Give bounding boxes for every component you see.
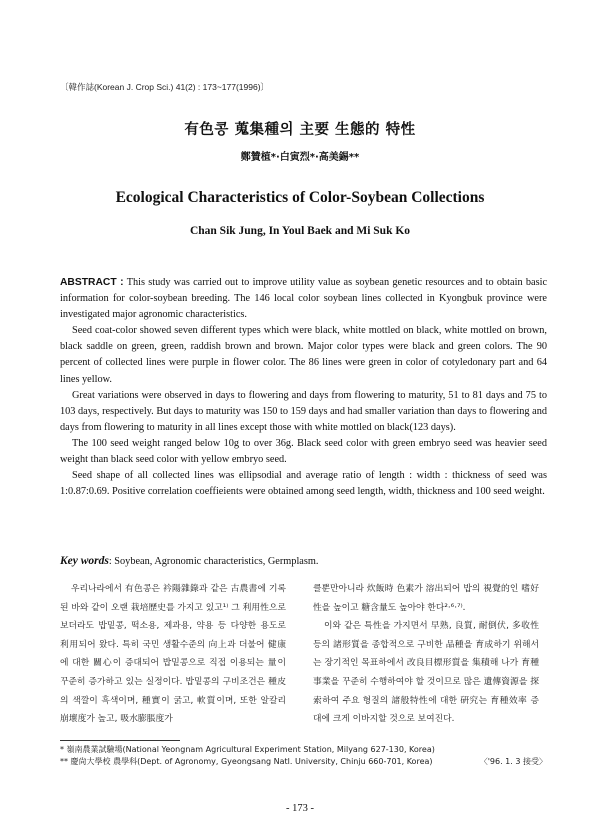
english-title: Ecological Characteristics of Color-Soybean Collections [115,189,485,206]
body-paragraph: 클뿐만아니라 炊飯時 色素가 溶出되어 밥의 視覺的인 嗜好性을 높이고 糖含量도 높아야 한다²·⁶·⁷⁾. [313,584,539,613]
keywords [60,555,547,567]
abstract-paragraph: Great variations were observed in days to flowering and days from flowering to maturity, 51 to 81 days and 75 to 103 days, respectively. But days to maturity was 150 to 159 days and had smaller variation than days to flowering and days from flowering to maturity in all lines except those with white mottled on black(123 days). [60,389,547,433]
abstract-paragraph: Seed shape of all collected lines was ellipsodial and average ratio of length : width : thickness of seed was 1:0.87:0.69. Positive correlation coeffieients were obtained among seed length, width, thickness and 100 seed weight. [60,470,547,498]
body-column-left [60,580,286,729]
body-paragraph: 이와 같은 특性을 가지면서 早熟, 良質, 耐倒伏, 多收性 등의 諸形質을 종합적으로 구비한 品種을 育成하기 위해서는 장기적인 목표하에서 改良目標形質을 集積해 나가 育種事業을 꾸준히 수행하여야 할 것이므로 많은 遺傳資源을 探索하여 주요 형질의 諸般特性에 대한 硏究는 育種效率 증대에 크게 이바지할 것으로 보여진다. [313,621,539,725]
received-date: 〈'96. 1. 3 接受〉 [479,757,547,766]
korean-title: 有色콩 蒐集種의 主要 生態的 特性 [184,122,416,138]
abstract-paragraph: ABSTRACT : This study was carried out to improve utility value as soybean genetic resources and to obtain basic information for color-soybean breeding. The 146 local color soybean lines collected in Kyongbuk province were investigated major agronomic characteristics. [60,277,548,321]
english-authors: Chan Sik Jung, In Youl Baek and Mi Suk Ko [189,225,411,237]
body-column-right [313,580,539,729]
abstract-paragraph: The 100 seed weight ranged below 10g to over 36g. Black seed color with green embryo seed was heavier seed weight than black seed color with yellow embryo seed. [60,437,547,466]
page-number: - 173 - [286,803,314,814]
footnote-divider [60,740,180,741]
abstract-label: ABSTRACT : [60,277,124,288]
korean-authors: 鄭贊植*·白寅烈*·高美錫** [240,152,360,163]
journal-citation: 〔韓作誌(Korean J. Crop Sci.) 41(2) : 173~177(1996)〕 [60,82,270,92]
footnote-affiliation-1: * 嶺南農業試驗場(National Yeongnam Agricultural Experiment Station, Milyang 627-130, Korea) [60,745,435,754]
keywords-text: : Soybean, Agronomic characteristics, Germplasm. [108,556,319,567]
abstract [60,275,547,500]
body-paragraph: 우리나라에서 有色콩은 衿陽雜錄과 같은 古農書에 기록된 바와 같이 오랜 栽培歷史를 가지고 있고¹⁾ 그 利用性으로 보더라도 밥밑콩, 떡소용, 제과용, 약용 등 다양한 용도로 利用되어 왔다. 특히 국민 생활수준의 向上과 더불어 健康에 대한 關心이 증대되어 밥밑콩으로 직접 이용되는 量이 꾸준히 증가하고 있는 실정이다. 밥밑콩의 구비조건은 種皮의 색깔이 흑색이며, 種實이 굵고, 軟質이며, 또한 알칼리 崩壞度가 높고, 吸水膨脹度가 [60,584,286,725]
footnote-affiliation-2: ** 慶尙大學校 農學科(Dept. of Agronomy, Gyeongsang Natl. University, Chinju 660-701, Korea) 〈'96. 1. 3 接受〉 [60,757,547,766]
keywords-label: Key words [60,555,109,567]
abstract-paragraph: Seed coat-color showed seven different types which were black, white mottled on black, white mottled on brown, black saddle on green, green, raddish brown and brown. Major color types were black and green colors. The 90 percent of collected lines were purple in flower color. The 86 lines were green in color of cotyledonary part and 64 lines yellow. [60,325,547,385]
